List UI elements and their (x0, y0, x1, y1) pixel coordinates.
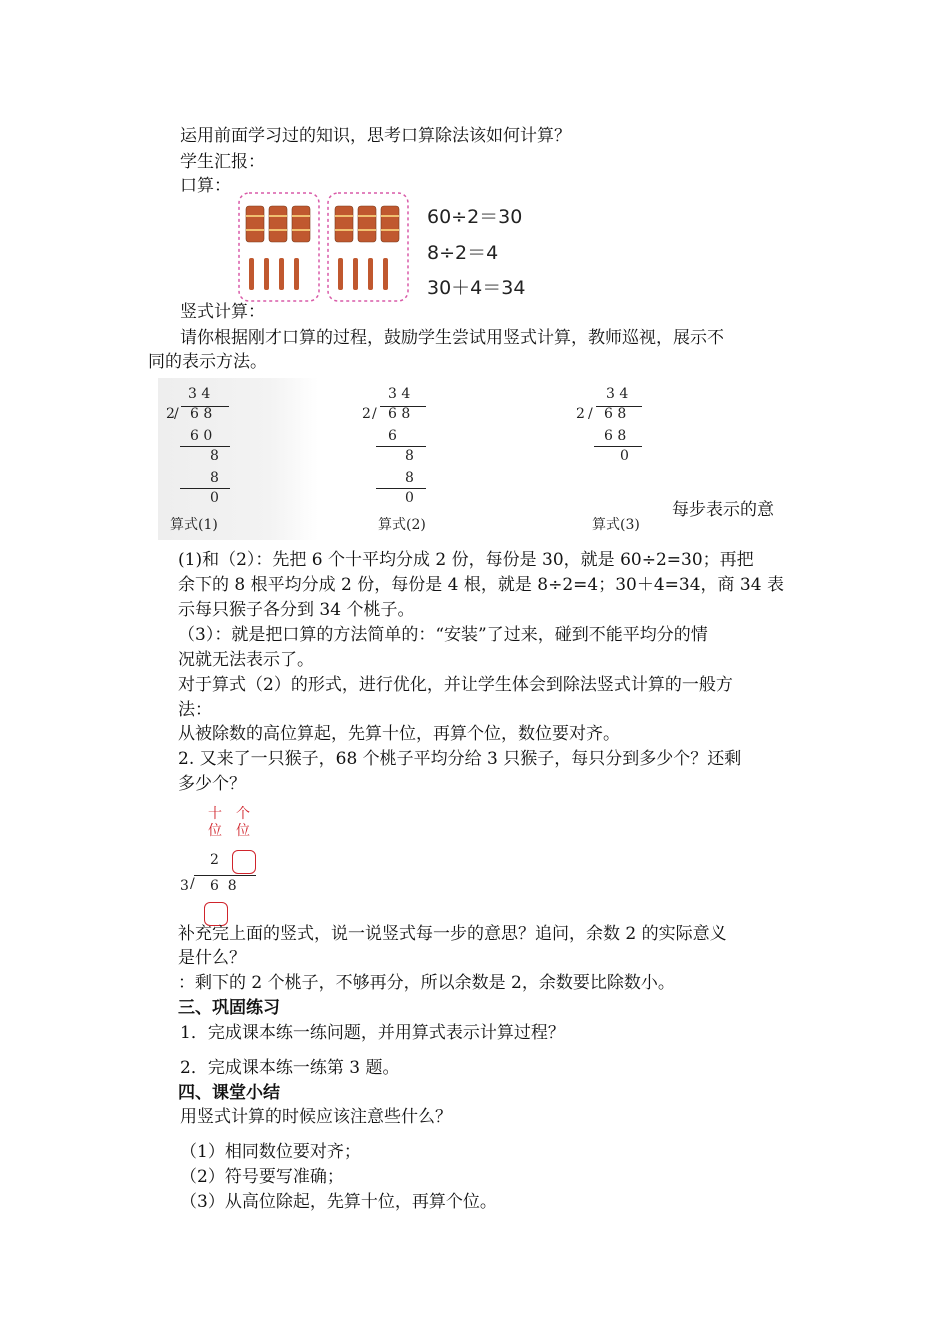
paragraph: 学生汇报： (180, 152, 265, 172)
paragraph: 法： (178, 700, 212, 720)
rule (376, 446, 426, 447)
rule (594, 446, 642, 447)
summary-item: （2）符号要写准确； (180, 1167, 344, 1187)
summary-item: （1）相同数位要对齐； (180, 1142, 361, 1162)
step-row: 6 8 (604, 428, 627, 444)
dividend: 6 8 (190, 406, 213, 422)
step-row: 0 (405, 490, 414, 506)
paragraph: 多少个？ (178, 774, 246, 794)
ones-place-label: 个 位 (236, 806, 250, 839)
divisor: 3 (180, 878, 189, 894)
paragraph: 补充完上面的竖式，说一说竖式每一步的意思？追问，余数 2 的实际意义 (178, 924, 727, 944)
equation: 8÷2＝4 (427, 242, 499, 264)
step-row: 8 (210, 470, 219, 486)
paragraph-fragment: 每步表示的意 (672, 500, 774, 520)
equation: 30＋4＝34 (427, 277, 526, 299)
paragraph: 用竖式计算的时候应该注意些什么？ (180, 1107, 452, 1127)
dividend: 6 8 (388, 406, 411, 422)
summary-item: （3）从高位除起，先算十位，再算个位。 (180, 1192, 497, 1212)
step-row: 8 (405, 470, 414, 486)
divisor: 2 (362, 406, 371, 422)
paragraph: 同的表示方法。 (148, 352, 267, 372)
answer-box (232, 850, 256, 874)
paragraph: 示每只猴子各分到 34 个桃子。 (178, 600, 415, 620)
exercise-item: 1．完成课本练一练问题，并用算式表示计算过程？ (180, 1023, 565, 1043)
divisor: 2 (166, 406, 175, 422)
paragraph: 从被除数的高位算起，先算十位，再算个位，数位要对齐。 (178, 724, 620, 744)
bundles-figure (236, 190, 416, 305)
paragraph: 请你根据刚才口算的过程，鼓励学生尝试用竖式计算，教师巡视，展示不 (180, 328, 724, 348)
vertical-division-2 (362, 386, 462, 536)
section-heading: 三、巩固练习 (178, 998, 280, 1018)
vertical-division-3 (576, 386, 676, 536)
paragraph: (1)和（2）：先把 6 个十平均分成 2 份，每份是 30，就是 60÷2=30；再把 (178, 550, 754, 570)
division-bar (194, 875, 256, 876)
paragraph: 是什么？ (178, 948, 246, 968)
dividend: 6 8 (604, 406, 627, 422)
bracket: / (174, 406, 179, 422)
caption: 算式(1) (170, 517, 218, 533)
rule (180, 488, 230, 489)
tens-place-label: 十 位 (208, 806, 222, 839)
dividend: 6 8 (210, 878, 237, 894)
paragraph: ：剩下的 2 个桃子，不够再分，所以余数是 2，余数要比除数小。 (178, 973, 675, 993)
equation: 60÷2＝30 (427, 206, 523, 228)
caption: 算式(2) (378, 517, 426, 533)
step-row: 8 (210, 448, 219, 464)
vertical-division-exercise (180, 806, 270, 926)
step-row: 0 (210, 490, 219, 506)
bracket: / (372, 406, 377, 422)
divisor: 2 (576, 406, 585, 422)
bracket: / (588, 406, 593, 422)
quotient-digit: 2 (210, 852, 219, 868)
paragraph: 余下的 8 根平均分成 2 份，每份是 4 根，就是 8÷2=4；30＋4=34，商 34 表 (178, 575, 784, 595)
caption: 算式(3) (592, 517, 640, 533)
step-row: 6 (388, 428, 397, 444)
paragraph: 况就无法表示了。 (178, 650, 314, 670)
bracket: / (190, 876, 195, 892)
paragraph: 2. 又来了一只猴子，68 个桃子平均分给 3 只猴子，每只分到多少个？还剩 (178, 749, 742, 769)
paragraph: （3）：就是把口算的方法简单的：“安装”了过来，碰到不能平均分的情 (178, 625, 708, 645)
rule (376, 488, 426, 489)
paragraph: 竖式计算： (180, 302, 265, 322)
step-row: 6 0 (190, 428, 213, 444)
step-row: 8 (405, 448, 414, 464)
exercise-item: 2．完成课本练一练第 3 题。 (180, 1058, 400, 1078)
step-row: 0 (620, 448, 629, 464)
paragraph: 口算： (180, 176, 231, 196)
rule (180, 446, 230, 447)
paragraph: 运用前面学习过的知识，思考口算除法该如何计算？ (180, 126, 571, 146)
section-heading: 四、课堂小结 (178, 1083, 280, 1103)
paragraph: 对于算式（2）的形式，进行优化，并让学生体会到除法竖式计算的一般方 (178, 675, 733, 695)
quotient: 3 4 (388, 386, 411, 402)
quotient: 3 4 (188, 386, 211, 402)
quotient: 3 4 (606, 386, 629, 402)
vertical-division-1 (166, 386, 266, 536)
